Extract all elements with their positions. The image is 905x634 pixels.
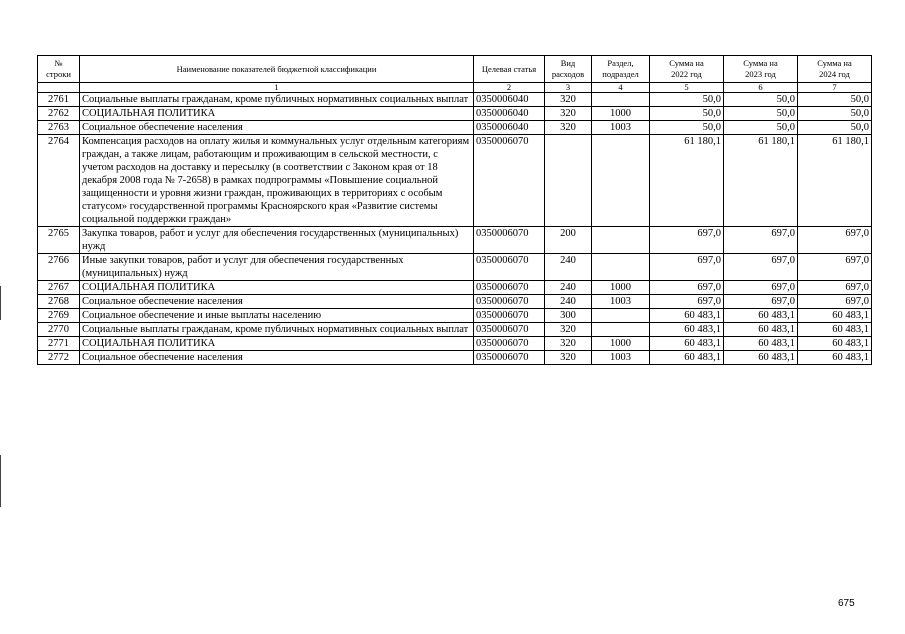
sum-2024-cell: 61 180,1 <box>798 135 872 227</box>
row-number-cell: 2761 <box>38 93 80 107</box>
table-row <box>38 227 872 254</box>
sum-2022-cell: 50,0 <box>650 107 724 121</box>
sum-2022-cell: 61 180,1 <box>650 135 724 227</box>
target-article-cell: 0350006070 <box>474 295 545 309</box>
row-number-cell: 2768 <box>38 295 80 309</box>
table-row <box>38 309 872 323</box>
sum-2024-cell: 60 483,1 <box>798 351 872 365</box>
row-number-cell: 2771 <box>38 337 80 351</box>
target-article-cell: 0350006070 <box>474 337 545 351</box>
header-section-line1: Раздел, <box>607 58 634 68</box>
table-row <box>38 351 872 365</box>
expense-type-cell: 320 <box>545 121 592 135</box>
header-expense-type-line2: расходов <box>551 69 585 79</box>
table-row <box>38 93 872 107</box>
row-number-cell: 2762 <box>38 107 80 121</box>
sum-2022-cell: 697,0 <box>650 295 724 309</box>
section-cell: 1000 <box>592 107 650 121</box>
sum-2022-cell: 50,0 <box>650 93 724 107</box>
sum-2023-cell: 60 483,1 <box>724 351 798 365</box>
header-section <box>592 56 650 83</box>
table-header <box>38 56 872 93</box>
column-number: 1 <box>80 83 474 93</box>
sum-2022-cell: 60 483,1 <box>650 323 724 337</box>
expense-type-cell: 320 <box>545 323 592 337</box>
target-article-cell: 0350006070 <box>474 227 545 254</box>
target-article-cell: 0350006040 <box>474 107 545 121</box>
sum-2023-cell: 697,0 <box>724 281 798 295</box>
section-cell: 1003 <box>592 295 650 309</box>
table-body <box>38 93 872 365</box>
column-number: 7 <box>798 83 872 93</box>
sum-2024-cell: 697,0 <box>798 295 872 309</box>
row-number-cell: 2764 <box>38 135 80 227</box>
sum-2024-cell: 50,0 <box>798 107 872 121</box>
expense-type-cell: 240 <box>545 254 592 281</box>
section-cell <box>592 135 650 227</box>
sum-2023-cell: 60 483,1 <box>724 309 798 323</box>
target-article-cell: 0350006070 <box>474 351 545 365</box>
header-section-line2: подраздел <box>602 69 639 79</box>
column-number: 2 <box>474 83 545 93</box>
sum-2022-cell: 697,0 <box>650 254 724 281</box>
header-row-number-line2: строки <box>46 69 71 79</box>
indicator-name-cell: СОЦИАЛЬНАЯ ПОЛИТИКА <box>80 107 474 121</box>
sum-2023-cell: 697,0 <box>724 295 798 309</box>
header-indicator-name: Наименование показателей бюджетной классификации <box>80 56 474 83</box>
target-article-cell: 0350006040 <box>474 93 545 107</box>
expense-type-cell: 240 <box>545 281 592 295</box>
indicator-name-cell: Компенсация расходов на оплату жилья и коммунальных услуг отдельным категориям граждан, а также лицам, работающим и проживающим в сельской местности, с учетом расходов на доставку и пересылку (в соответствии с Законом края от 18 декабря 2008 года № 7-2658) в рамках подпрограммы «Повышение социальной защищенности и уровня жизни граждан, проживающих в территориях с особым статусом» государственной программы Красноярского края «Развитие системы социальной поддержки граждан» <box>80 135 474 227</box>
table-row <box>38 323 872 337</box>
table-row <box>38 135 872 227</box>
scan-margin-mark <box>0 286 1 320</box>
sum-2023-cell: 50,0 <box>724 93 798 107</box>
header-sum-2022 <box>650 56 724 83</box>
expense-type-cell: 240 <box>545 295 592 309</box>
header-row-number-line1: № <box>54 58 63 68</box>
header-sum-2024-line1: Сумма на <box>817 58 852 68</box>
header-row <box>38 56 872 83</box>
row-number-cell: 2769 <box>38 309 80 323</box>
sum-2024-cell: 60 483,1 <box>798 337 872 351</box>
column-number-row <box>38 83 872 93</box>
section-cell: 1003 <box>592 121 650 135</box>
expense-type-cell: 320 <box>545 351 592 365</box>
row-number-cell: 2763 <box>38 121 80 135</box>
header-sum-2023-line1: Сумма на <box>743 58 778 68</box>
sum-2024-cell: 697,0 <box>798 254 872 281</box>
table-row <box>38 295 872 309</box>
indicator-name-cell: Социальное обеспечение и иные выплаты населению <box>80 309 474 323</box>
sum-2023-cell: 697,0 <box>724 254 798 281</box>
table-row <box>38 281 872 295</box>
indicator-name-cell: Иные закупки товаров, работ и услуг для обеспечения государственных (муниципальных) нужд <box>80 254 474 281</box>
expense-type-cell: 200 <box>545 227 592 254</box>
indicator-name-cell: СОЦИАЛЬНАЯ ПОЛИТИКА <box>80 281 474 295</box>
sum-2024-cell: 50,0 <box>798 93 872 107</box>
sum-2024-cell: 697,0 <box>798 227 872 254</box>
indicator-name-cell: Социальное обеспечение населения <box>80 351 474 365</box>
section-cell <box>592 254 650 281</box>
header-sum-2023-line2: 2023 год <box>745 69 776 79</box>
expense-type-cell <box>545 135 592 227</box>
sum-2023-cell: 60 483,1 <box>724 337 798 351</box>
section-cell: 1000 <box>592 337 650 351</box>
column-number <box>38 83 80 93</box>
row-number-cell: 2770 <box>38 323 80 337</box>
budget-table <box>37 55 872 365</box>
header-expense-type-line1: Вид <box>560 58 576 68</box>
sum-2022-cell: 697,0 <box>650 281 724 295</box>
expense-type-cell: 300 <box>545 309 592 323</box>
indicator-name-cell: Социальные выплаты гражданам, кроме публичных нормативных социальных выплат <box>80 323 474 337</box>
table-row <box>38 337 872 351</box>
target-article-cell: 0350006070 <box>474 135 545 227</box>
section-cell: 1000 <box>592 281 650 295</box>
target-article-cell: 0350006070 <box>474 323 545 337</box>
target-article-cell: 0350006070 <box>474 254 545 281</box>
expense-type-cell: 320 <box>545 337 592 351</box>
section-cell <box>592 309 650 323</box>
row-number-cell: 2767 <box>38 281 80 295</box>
row-number-cell: 2765 <box>38 227 80 254</box>
section-cell: 1003 <box>592 351 650 365</box>
sum-2022-cell: 60 483,1 <box>650 309 724 323</box>
indicator-name-cell: СОЦИАЛЬНАЯ ПОЛИТИКА <box>80 337 474 351</box>
table-row <box>38 107 872 121</box>
section-cell <box>592 323 650 337</box>
row-number-cell: 2766 <box>38 254 80 281</box>
sum-2023-cell: 50,0 <box>724 121 798 135</box>
sum-2022-cell: 60 483,1 <box>650 337 724 351</box>
sum-2024-cell: 60 483,1 <box>798 309 872 323</box>
target-article-cell: 0350006040 <box>474 121 545 135</box>
header-sum-2022-line1: Сумма на <box>669 58 704 68</box>
header-expense-type <box>545 56 592 83</box>
target-article-cell: 0350006070 <box>474 309 545 323</box>
expense-type-cell: 320 <box>545 107 592 121</box>
sum-2023-cell: 50,0 <box>724 107 798 121</box>
header-sum-2024-line2: 2024 год <box>819 69 850 79</box>
expense-type-cell: 320 <box>545 93 592 107</box>
table-row <box>38 121 872 135</box>
sum-2022-cell: 697,0 <box>650 227 724 254</box>
sum-2023-cell: 697,0 <box>724 227 798 254</box>
indicator-name-cell: Закупка товаров, работ и услуг для обеспечения государственных (муниципальных) нужд <box>80 227 474 254</box>
column-number: 4 <box>592 83 650 93</box>
indicator-name-cell: Социальные выплаты гражданам, кроме публичных нормативных социальных выплат <box>80 93 474 107</box>
section-cell <box>592 93 650 107</box>
sum-2022-cell: 50,0 <box>650 121 724 135</box>
header-sum-2024 <box>798 56 872 83</box>
indicator-name-cell: Социальное обеспечение населения <box>80 121 474 135</box>
column-number: 6 <box>724 83 798 93</box>
sum-2024-cell: 60 483,1 <box>798 323 872 337</box>
sum-2024-cell: 697,0 <box>798 281 872 295</box>
header-target-article: Целевая статья <box>474 56 545 83</box>
page-number: 675 <box>838 598 855 609</box>
indicator-name-cell: Социальное обеспечение населения <box>80 295 474 309</box>
row-number-cell: 2772 <box>38 351 80 365</box>
table-row <box>38 254 872 281</box>
sum-2023-cell: 60 483,1 <box>724 323 798 337</box>
header-sum-2023 <box>724 56 798 83</box>
section-cell <box>592 227 650 254</box>
column-number: 3 <box>545 83 592 93</box>
sum-2023-cell: 61 180,1 <box>724 135 798 227</box>
column-number: 5 <box>650 83 724 93</box>
header-row-number <box>38 56 80 83</box>
target-article-cell: 0350006070 <box>474 281 545 295</box>
header-sum-2022-line2: 2022 год <box>671 69 702 79</box>
scan-margin-mark <box>0 455 1 507</box>
sum-2024-cell: 50,0 <box>798 121 872 135</box>
sum-2022-cell: 60 483,1 <box>650 351 724 365</box>
